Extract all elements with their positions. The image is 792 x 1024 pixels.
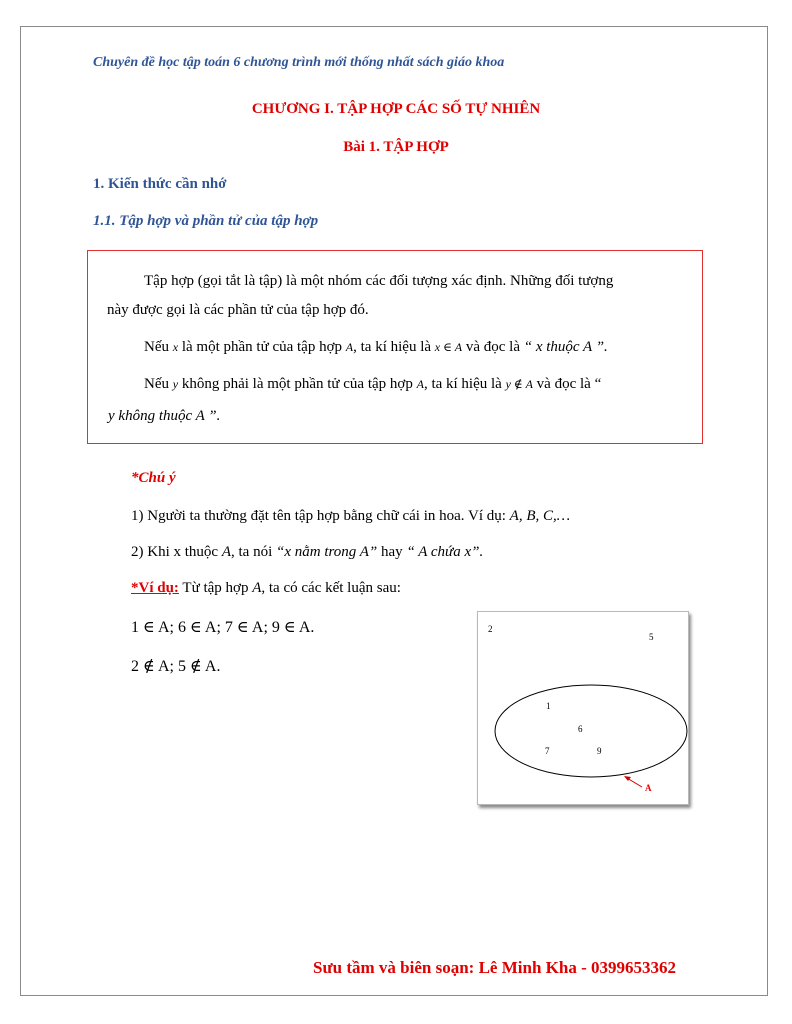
venn-element-inside: 6 [578,724,583,734]
venn-element-outside: 5 [649,632,654,642]
page-footer: Sưu tầm và biên soạn: Lê Minh Kha - 0399653362 [313,958,676,977]
example-text-b: , ta có các kết luận sau: [261,580,401,596]
venn-element-inside: 1 [546,701,551,711]
non-membership-symbol: y ∉ A [505,377,533,391]
definition-line-1: Tập hợp (gọi tắt là tập) là một nhóm các đối tượng xác định. Những đối tượng [144,273,614,289]
set-ellipse [495,685,687,777]
membership-reading: “ x thuộc A ”. [523,339,608,355]
venn-set-label: A [645,783,652,793]
note-title: *Chú ý [131,470,176,486]
note-line-1 [131,508,570,525]
example-line [131,580,401,597]
note-line-2 [131,544,483,561]
chapter-title: CHƯƠNG I. TẬP HỢP CÁC SỐ TỰ NHIÊN [251,101,541,117]
math-belongs-line: 1 ∈ A; 6 ∈ A; 7 ∈ A; 9 ∈ A. [131,619,315,636]
note-line-2-e: “ A chứa x”. [406,544,484,560]
definition-box [87,250,703,444]
var-x: x [172,340,179,354]
note-line-2-d: hay [377,544,407,560]
membership-text-c: , ta kí hiệu là [353,339,435,355]
lesson-title: Bài 1. TẬP HỢP [343,139,449,155]
note-line-1-text: 1) Người ta thường đặt tên tập hợp bằng chữ cái in hoa. Ví dụ: [131,508,510,524]
section-heading-1-1: 1.1. Tập hợp và phần tử của tập hợp [93,213,319,229]
definition-line-2: này được gọi là các phần tử của tập hợp đó. [107,302,369,318]
membership-symbol: x ∈ A [434,340,463,354]
membership-text-a: Nếu [144,339,173,355]
label-arrow-line [627,778,642,787]
venn-drawing [478,612,688,804]
non-membership-text-a: Nếu [144,376,173,392]
venn-element-outside: 2 [488,624,493,634]
note-line-2-b: , ta nói [231,544,276,560]
non-membership-text-d: và đọc là “ [532,376,602,392]
note-line-2-a: 2) Khi x thuộc [131,544,222,560]
math-not-belongs-line: 2 ∉ A; 5 ∉ A. [131,658,221,675]
membership-line [144,338,608,356]
membership-text-d: và đọc là [462,339,524,355]
section-heading-1: 1. Kiến thức cần nhớ [93,176,227,192]
venn-element-inside: 9 [597,746,602,756]
membership-text-b: là một phần tử của tập hợp [178,339,346,355]
page-header: Chuyên đề học tập toán 6 chương trình mới thống nhất sách giáo khoa [93,55,505,70]
note-line-1-example: A, B, C,… [509,508,571,524]
var-A: A [345,340,354,354]
example-text-a: Từ tập hợp [178,580,253,596]
note-line-2-c: “x nằm trong A” [276,544,378,560]
venn-element-inside: 7 [545,746,550,756]
example-A: A [252,580,262,596]
venn-diagram [477,611,689,805]
non-membership-reading: y không thuộc A ”. [108,408,221,424]
note-line-2-A: A [221,544,231,560]
var-y: y [172,377,179,391]
example-label: *Ví dụ: [131,580,179,596]
non-membership-line [144,375,601,393]
var-A-2: A [416,377,424,391]
non-membership-text-c: , ta kí hiệu là [423,376,506,392]
non-membership-text-b: không phải là một phần tử của tập hợp [178,376,417,392]
